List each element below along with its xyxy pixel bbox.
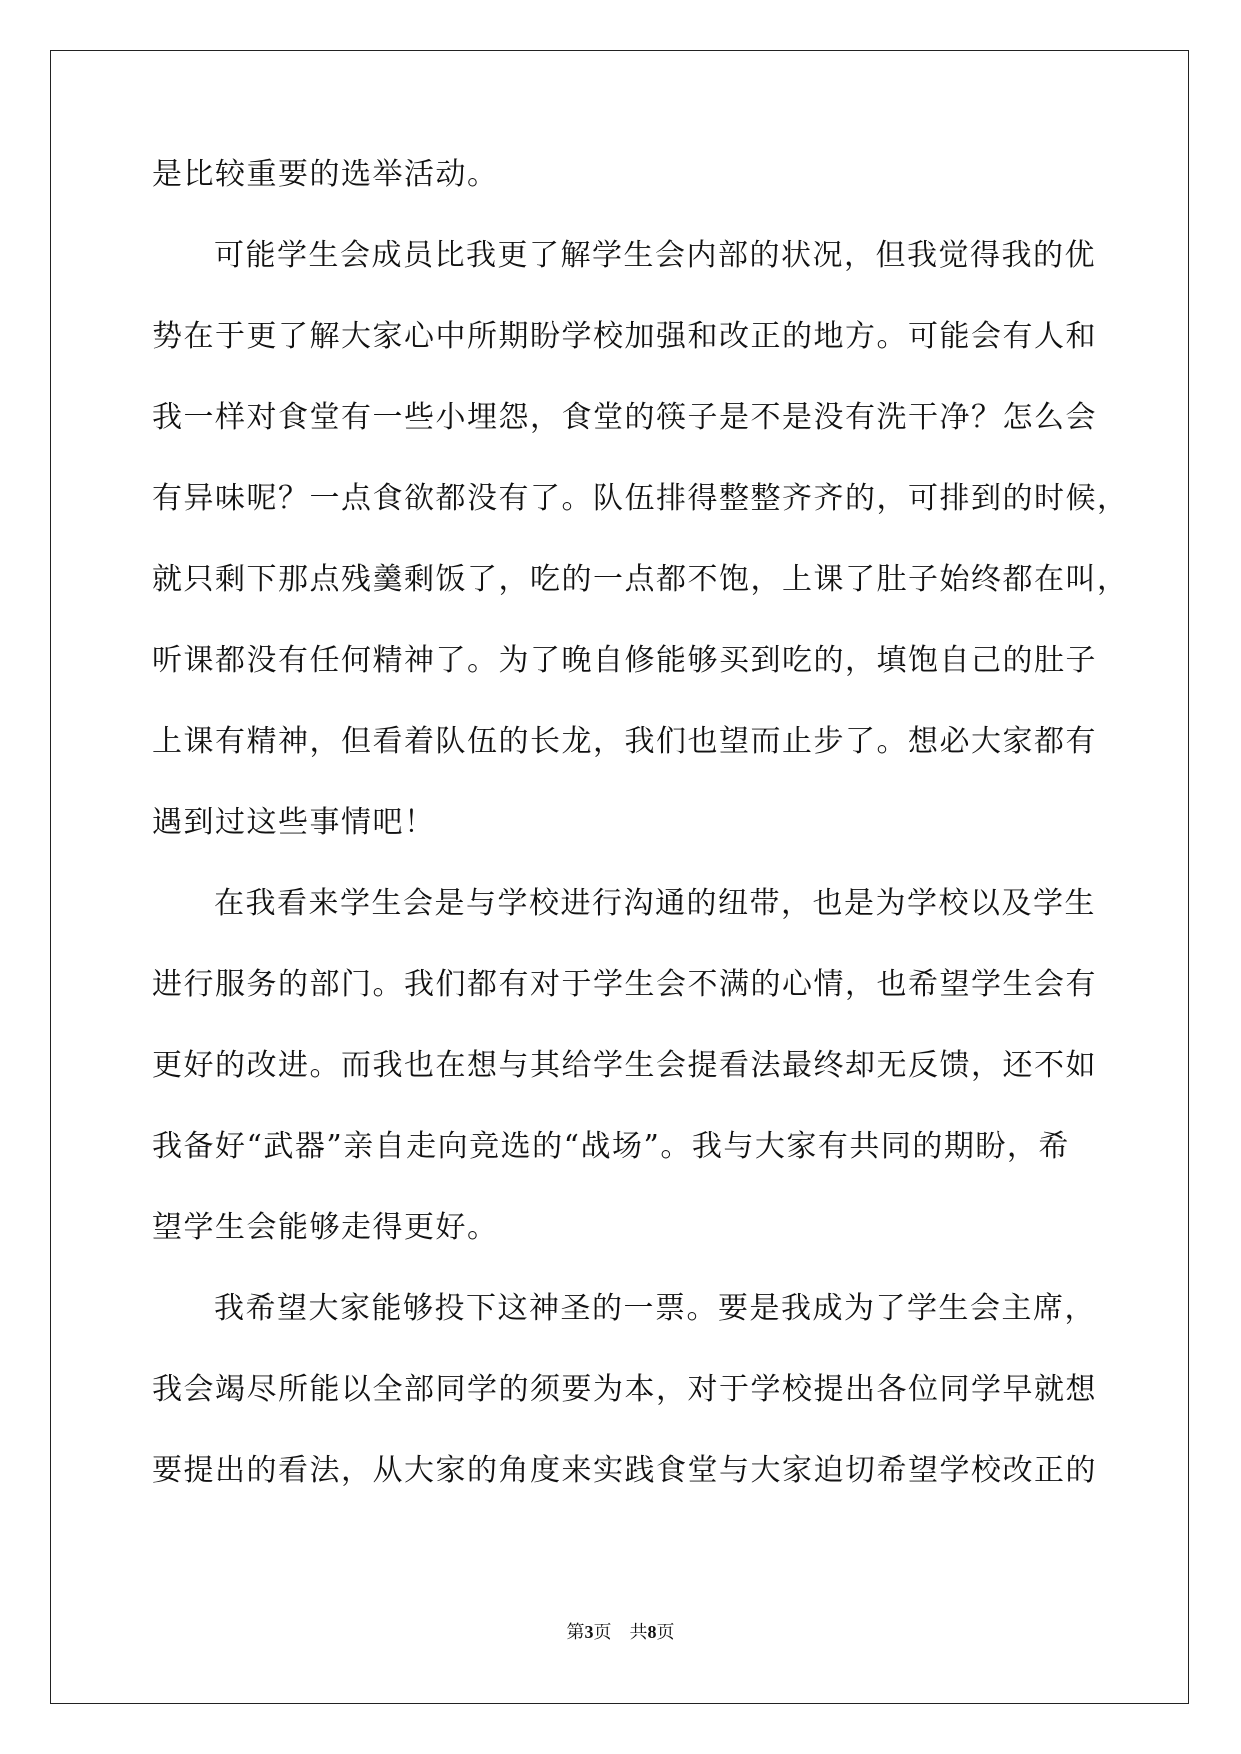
text-line: 听课都没有任何精神了。为了晚自修能够买到吃的，填饱自己的肚子 [152,643,1097,678]
current-page-number: 3 [584,1622,594,1642]
text-line: 势在于更了解大家心中所期盼学校加强和改正的地方。可能会有人和 [152,319,1097,354]
total-pages-suffix: 页 [656,1622,675,1643]
paragraph-start-line: 在我看来学生会是与学校进行沟通的纽带，也是为学校以及学生 [214,886,1096,921]
text-line: 要提出的看法，从大家的角度来实践食堂与大家迫切希望学校改正的 [152,1453,1097,1488]
text-line: 有异味呢？一点食欲都没有了。队伍排得整整齐齐的，可排到的时候， [152,481,1129,516]
total-page-count: 8 [647,1622,657,1642]
total-pages-prefix: 共 [629,1622,648,1643]
text-line: 我一样对食堂有一些小埋怨，食堂的筷子是不是没有洗干净？怎么会 [152,400,1097,435]
text-line: 更好的改进。而我也在想与其给学生会提看法最终却无反馈，还不如 [152,1048,1097,1083]
text-line: 上课有精神，但看着队伍的长龙，我们也望而止步了。想必大家都有 [152,724,1097,759]
document-body [152,157,1129,1537]
paragraph-start-line: 我希望大家能够投下这神圣的一票。要是我成为了学生会主席， [214,1291,1096,1326]
page-number-prefix: 第 [566,1622,585,1643]
text-line: 进行服务的部门。我们都有对于学生会不满的心情，也希望学生会有 [152,967,1097,1002]
text-line: 我备好“武器”亲自走向竞选的“战场”。我与大家有共同的期盼，希 [152,1129,1070,1164]
text-line: 就只剩下那点残羹剩饭了，吃的一点都不饱，上课了肚子始终都在叫， [152,562,1129,597]
page-footer [0,1618,1241,1644]
text-line: 遇到过这些事情吧！ [152,805,436,840]
paragraph-start-line: 可能学生会成员比我更了解学生会内部的状况，但我觉得我的优 [214,238,1096,273]
text-line: 我会竭尽所能以全部同学的须要为本，对于学校提出各位同学早就想 [152,1372,1097,1407]
text-line: 望学生会能够走得更好。 [152,1210,499,1245]
page-number-suffix: 页 [593,1622,612,1643]
text-line: 是比较重要的选举活动。 [152,157,499,192]
